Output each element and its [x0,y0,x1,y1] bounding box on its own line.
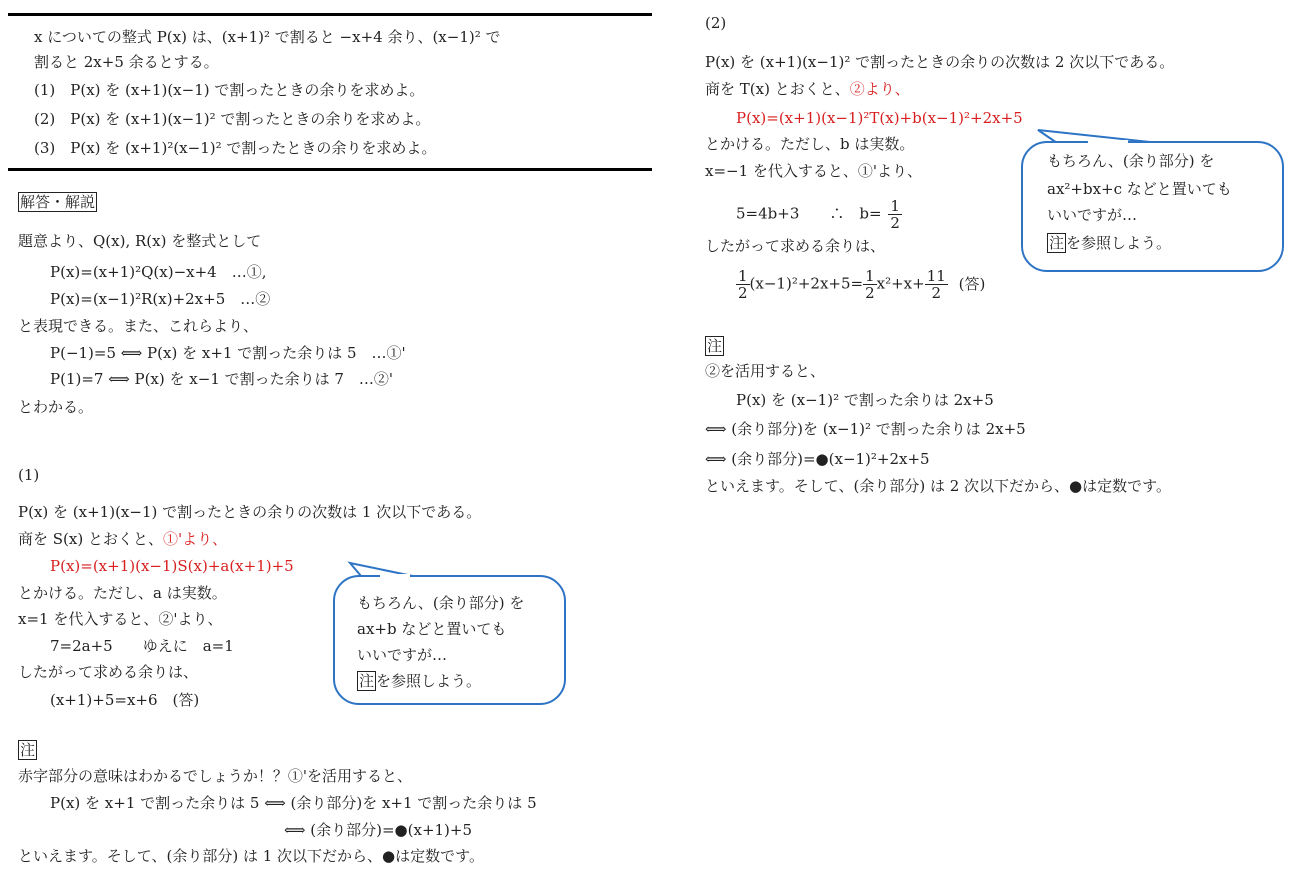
part2-label: (2) [705,14,727,32]
part2-note-line-5: といえます。そして、(余り部分) は 2 次以下だから、●は定数です。 [705,477,1171,495]
part1-line-2 [18,529,227,549]
solution-line-1: 題意より、Q(x), R(x) を整式として [18,232,262,250]
answer-frac-c [925,268,948,301]
part1-line-1: P(x) を (x+1)(x−1) で割ったときの余りの次数は 1 次以下である。 [18,503,482,521]
problem-top-rule [8,13,652,16]
part1-bubble-note-box: 注 [359,672,375,690]
part2-note-line-2: P(x) を (x−1)² で割った余りは 2x+5 [736,391,994,409]
part1-bubble-line-4 [357,671,481,691]
part2-line-6 [736,198,902,231]
part2-red-equation: P(x)=(x+1)(x−1)²T(x)+b(x−1)²+2x+5 [736,109,1023,127]
solution-fact-1: P(−1)=5 ⟺ P(x) を x+1 で割った余りは 5 …①' [50,344,406,362]
part2-line-2-text: 商を T(x) とおくと、 [705,80,850,98]
part2-line-2-red: ②より、 [849,80,910,98]
part1-label: (1) [18,466,40,484]
part1-bubble-line-2: ax+b などと置いても [357,620,507,638]
part2-note-label: 注 [707,337,723,355]
answer-frac-a-den: 2 [738,284,748,302]
part2-line-1: P(x) を (x+1)(x−1)² で割ったときの余りの次数は 2 次以下である。 [705,53,1175,71]
part2-line-4: とかける。ただし、b は実数。 [705,135,915,153]
part1-note-line-3: ⟺ (余り部分)=●(x+1)+5 [284,821,473,839]
part1-red-equation: P(x)=(x+1)(x−1)S(x)+a(x+1)+5 [50,557,294,575]
answer-frac-a [736,268,750,301]
part2-note-line-1: ②を活用すると、 [705,362,826,380]
part1-line-2-red: ①'より、 [162,530,228,548]
part1-note-label: 注 [20,741,36,759]
answer-frac-c-num: 11 [926,267,946,285]
part1-bubble-note-text: を参照しよう。 [376,672,482,690]
solution-line-4: と表現できる。また、これらより、 [18,317,259,335]
solution-eq-2: P(x)=(x−1)²R(x)+2x+5 …② [50,290,271,308]
problem-question-2: (2) P(x) を (x+1)(x−1)² で割ったときの余りを求めよ。 [34,110,431,128]
part1-note-line-4: といえます。そして、(余り部分) は 1 次以下だから、●は定数です。 [18,847,484,865]
part2-note-line-3: ⟺ (余り部分)を (x−1)² で割った余りは 2x+5 [705,420,1026,438]
part1-line-6: 7=2a+5 ゆえに a=1 [50,637,234,655]
problem-line-1: x についての整式 P(x) は、(x+1)² で割ると −x+4 余り、(x−1)² で [34,28,501,46]
part1-speech-bubble [333,575,566,705]
part1-bubble-line-1: もちろん、(余り部分) を [357,594,525,612]
answer-frac-c-den: 2 [931,284,942,302]
part2-bubble-note-text: を参照しよう。 [1066,234,1172,252]
answer-label: (答) [958,274,986,293]
half-numerator: 1 [890,197,900,215]
problem-bottom-rule [8,168,652,171]
problem-question-1: (1) P(x) を (x+1)(x−1) で割ったときの余りを求めよ。 [34,81,425,99]
answer-frac-a-num: 1 [738,267,748,285]
part2-bubble-line-1: もちろん、(余り部分) を [1047,152,1215,170]
part2-line-6-text: 5=4b+3 ∴ b= [736,204,882,223]
part2-line-5: x=−1 を代入すると、①'より、 [705,162,923,180]
part1-answer: (x+1)+5=x+6 (答) [50,691,200,709]
answer-frac-b [863,268,877,301]
part1-line-7: したがって求める余りは、 [18,663,199,681]
part2-bubble-note-box: 注 [1049,234,1065,252]
half-denominator: 2 [890,214,900,232]
part2-bubble-line-2: ax²+bx+c などと置いても [1047,180,1232,198]
part1-line-4: とかける。ただし、a は実数。 [18,584,227,602]
solution-fact-2: P(1)=7 ⟺ P(x) を x−1 で割った余りは 7 …②' [50,370,394,388]
part1-tail-join [380,574,410,578]
solution-line-7: とわかる。 [18,398,94,416]
part1-note-line-2: P(x) を x+1 で割った余りは 5 ⟺ (余り部分)を x+1 で割った余りは 5 [50,794,537,812]
part2-line-7: したがって求める余りは、 [705,237,886,255]
part2-half-fraction [888,198,902,231]
part2-speech-bubble [1021,141,1284,272]
part1-bubble-line-3: いいですが… [357,646,448,664]
part2-bubble-line-4 [1047,233,1171,253]
answer-frac-b-num: 1 [865,267,875,285]
problem-line-2: 割ると 2x+5 余るとする。 [34,53,219,71]
part1-line-5: x=1 を代入すると、②'より、 [18,610,223,628]
part1-line-2-text: 商を S(x) とおくと、 [18,530,163,548]
part1-note-line-1: 赤字部分の意味はわかるでしょうか！？①'を活用すると、 [18,767,412,785]
part2-answer [736,268,985,301]
answer-part-b: x²+x+ [876,274,925,293]
answer-part-a: (x−1)²+2x+5= [749,274,864,293]
part2-bubble-line-3: いいですが… [1047,206,1138,224]
answer-frac-b-den: 2 [865,284,875,302]
solution-heading: 解答・解説 [20,193,96,211]
part2-note-line-4: ⟺ (余り部分)=●(x−1)²+2x+5 [705,450,930,468]
part2-tail-join [1088,140,1128,144]
solution-eq-1: P(x)=(x+1)²Q(x)−x+4 …①, [50,263,267,281]
part2-line-2 [705,79,910,99]
problem-question-3: (3) P(x) を (x+1)²(x−1)² で割ったときの余りを求めよ。 [34,139,437,157]
